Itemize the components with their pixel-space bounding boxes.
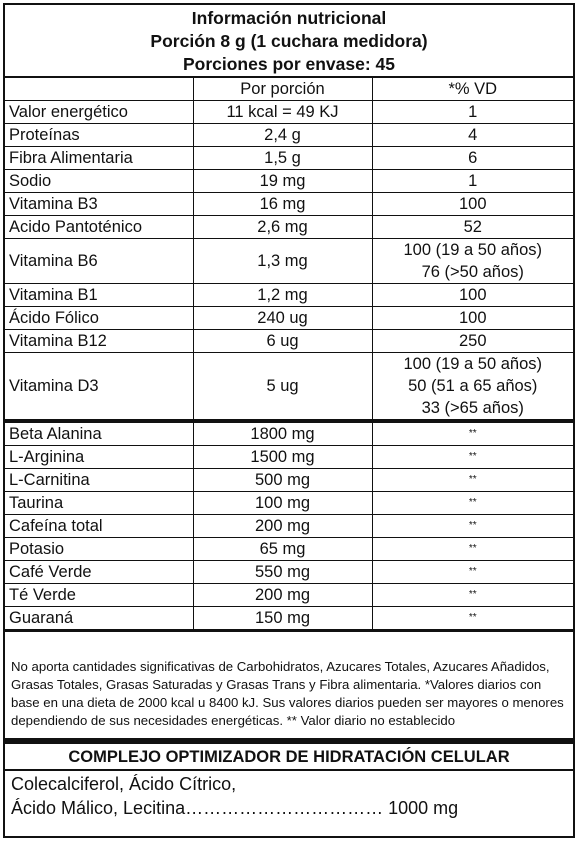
nutrient-dv <box>372 101 573 124</box>
ingredient-amount: 500 mg <box>193 469 372 492</box>
nutrient-dv <box>372 284 573 307</box>
ingredient-dv: ** <box>372 561 573 584</box>
ingredient-amount: 1800 mg <box>193 421 372 446</box>
nutrient-dv <box>372 330 573 353</box>
nutrient-dv-line: 52 <box>463 218 482 236</box>
ingredient-row <box>5 515 573 538</box>
nutrient-row <box>5 216 573 239</box>
nutrient-dv <box>372 216 573 239</box>
servings-per-container: Porciones por envase: 45 <box>182 54 396 74</box>
ingredient-dv: ** <box>372 584 573 607</box>
nutrient-dv-line: 100 (19 a 50 años) <box>403 355 543 373</box>
nutrient-amount: 2,4 g <box>193 124 372 147</box>
nutrient-amount: 6 ug <box>193 330 372 353</box>
nutrient-dv-line: 33 (>65 años) <box>421 399 524 417</box>
nutrient-amount: 5 ug <box>193 353 372 422</box>
nutrient-rows <box>5 77 573 421</box>
ingredient-name: Té Verde <box>5 584 193 607</box>
column-header-dv: *% VD <box>372 77 573 101</box>
nutrient-amount: 19 mg <box>193 170 372 193</box>
nutrient-row <box>5 239 573 284</box>
complex-line-1: Colecalciferol, Ácido Cítrico, <box>11 774 237 794</box>
complex-line-2: Ácido Málico, Lecitina…………………………… 1000 mg <box>11 798 459 818</box>
nutrient-dv <box>372 353 573 422</box>
nutrient-amount: 16 mg <box>193 193 372 216</box>
nutrient-row <box>5 330 573 353</box>
nutrient-dv-line: 76 (>50 años) <box>421 263 524 281</box>
nutrient-dv-line: 250 <box>458 332 487 350</box>
nutrient-name: Fibra Alimentaria <box>5 147 193 170</box>
nutrient-name: Vitamina B6 <box>5 239 193 284</box>
ingredient-row <box>5 607 573 630</box>
nutrient-row <box>5 101 573 124</box>
ingredient-row <box>5 561 573 584</box>
ingredient-amount: 100 mg <box>193 492 372 515</box>
ingredient-dv: ** <box>372 446 573 469</box>
nutrient-name: Valor energético <box>5 101 193 124</box>
nutrient-row <box>5 284 573 307</box>
complex-ingredients <box>5 771 573 821</box>
nutrient-dv-line: 100 <box>458 286 487 304</box>
ingredient-row <box>5 446 573 469</box>
nutrient-row <box>5 170 573 193</box>
nutrient-name: Acido Pantoténico <box>5 216 193 239</box>
nutrient-row <box>5 147 573 170</box>
nutrient-dv-line: 50 (51 a 65 años) <box>408 377 538 395</box>
nutrient-dv <box>372 124 573 147</box>
nutrient-dv-line: 4 <box>468 126 478 144</box>
ingredient-name: Café Verde <box>5 561 193 584</box>
ingredient-amount: 200 mg <box>193 515 372 538</box>
footnote: No aporta cantidades significativas de Carbohidratos, Azucares Totales, Azucares Añadidos, Grasas Totales, Grasas Saturadas y Grasas Trans y Fibra alimentaria. *Valores diarios con base en una dieta de 2000 kcal u 8400 kJ. Sus valores diarios pueden ser mayores o menores dependiendo de sus necesidades energéticas. ** Valor diario no establecido <box>5 630 573 738</box>
ingredient-dv: ** <box>372 515 573 538</box>
ingredient-dv: ** <box>372 421 573 446</box>
nutrient-dv-line: 100 <box>458 195 487 213</box>
ingredient-name: Taurina <box>5 492 193 515</box>
panel-title: Información nutricional <box>191 8 387 28</box>
nutrient-name: Vitamina B3 <box>5 193 193 216</box>
serving-size: Porción 8 g (1 cuchara medidora) <box>150 31 428 51</box>
ingredient-name: Beta Alanina <box>5 421 193 446</box>
nutrient-amount: 2,6 mg <box>193 216 372 239</box>
nutrient-row <box>5 353 573 422</box>
nutrient-row <box>5 193 573 216</box>
column-header-row <box>5 77 573 101</box>
nutrient-dv <box>372 193 573 216</box>
ingredient-dv: ** <box>372 469 573 492</box>
ingredient-dv: ** <box>372 538 573 561</box>
nutrition-facts-panel <box>3 3 575 838</box>
ingredient-dv: ** <box>372 607 573 630</box>
nutrient-dv-line: 1 <box>468 103 478 121</box>
nutrient-name: Ácido Fólico <box>5 307 193 330</box>
nutrient-dv <box>372 307 573 330</box>
ingredient-row <box>5 538 573 561</box>
ingredient-amount: 550 mg <box>193 561 372 584</box>
ingredient-row <box>5 584 573 607</box>
nutrition-header <box>5 5 573 76</box>
ingredient-amount: 150 mg <box>193 607 372 630</box>
ingredient-name: L-Carnitina <box>5 469 193 492</box>
nutrient-amount: 1,5 g <box>193 147 372 170</box>
ingredient-name: Cafeína total <box>5 515 193 538</box>
nutrition-table <box>5 76 573 630</box>
nutrient-amount: 240 ug <box>193 307 372 330</box>
ingredient-name: Guaraná <box>5 607 193 630</box>
nutrient-name: Proteínas <box>5 124 193 147</box>
nutrient-amount: 1,2 mg <box>193 284 372 307</box>
nutrient-dv-line: 6 <box>468 149 478 167</box>
column-header-per-serving: Por porción <box>193 77 372 101</box>
ingredient-name: L-Arginina <box>5 446 193 469</box>
nutrient-name: Sodio <box>5 170 193 193</box>
nutrient-dv-line: 100 <box>458 309 487 327</box>
nutrient-dv-line: 100 (19 a 50 años) <box>403 241 543 259</box>
nutrient-name: Vitamina B12 <box>5 330 193 353</box>
ingredient-amount: 200 mg <box>193 584 372 607</box>
nutrient-dv <box>372 239 573 284</box>
nutrient-name: Vitamina D3 <box>5 353 193 422</box>
nutrient-amount: 11 kcal = 49 KJ <box>193 101 372 124</box>
nutrient-amount: 1,3 mg <box>193 239 372 284</box>
ingredient-row <box>5 492 573 515</box>
column-header-name <box>5 77 193 101</box>
ingredient-amount: 1500 mg <box>193 446 372 469</box>
nutrient-dv <box>372 170 573 193</box>
ingredient-row <box>5 421 573 446</box>
nutrient-row <box>5 307 573 330</box>
ingredient-rows <box>5 421 573 630</box>
ingredient-name: Potasio <box>5 538 193 561</box>
nutrient-dv-line: 1 <box>468 172 478 190</box>
ingredient-row <box>5 469 573 492</box>
nutrient-row <box>5 124 573 147</box>
nutrient-dv <box>372 147 573 170</box>
nutrient-name: Vitamina B1 <box>5 284 193 307</box>
ingredient-dv: ** <box>372 492 573 515</box>
ingredient-amount: 65 mg <box>193 538 372 561</box>
complex-title: COMPLEJO OPTIMIZADOR DE HIDRATACIÓN CELULAR <box>5 738 573 771</box>
